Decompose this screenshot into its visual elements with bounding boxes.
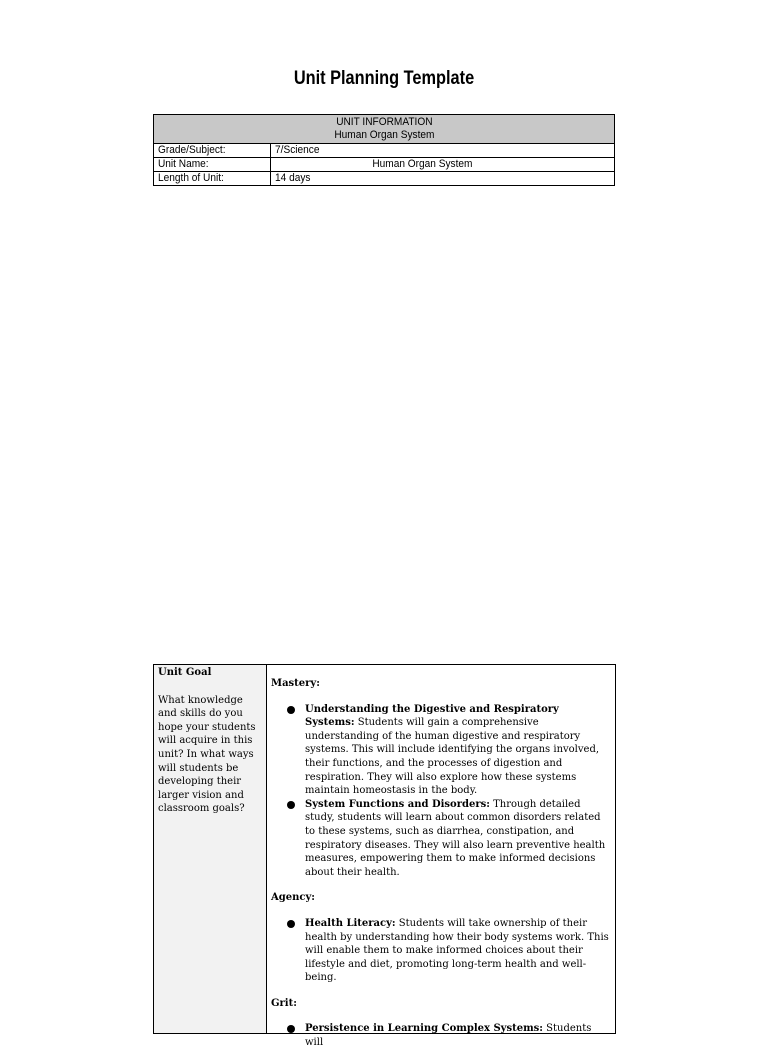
table-row [154, 158, 614, 172]
length-of-unit-value: 14 days [275, 172, 311, 184]
bullet-icon [287, 1025, 295, 1033]
agency-list [271, 917, 611, 985]
mastery-heading: Mastery: [271, 678, 320, 689]
unit-goal-label-cell [154, 665, 267, 1033]
bullet-icon [287, 801, 295, 809]
unit-name-label: Unit Name: [158, 158, 209, 170]
page-title: Unit Planning Template [293, 68, 475, 89]
unit-goal-prompt: What knowledge and skills do you hope your students will acquire in this unit? In what ways will students be developing their larger vision and classroom goals? [158, 694, 256, 815]
item-text: Through detailed study, students will learn about common disorders related to these systems, such as diarrhea, constipation, and respiratory diseases. They will also learn preventive health measures, empowering them to make informed decisions about their health. [305, 798, 606, 878]
unit-goal-heading: Unit Goal [158, 667, 212, 678]
grit-list [271, 1022, 611, 1049]
grit-heading: Grit: [271, 997, 297, 1009]
unit-information-heading: UNIT INFORMATION [335, 116, 433, 128]
list-item [271, 1022, 611, 1049]
unit-goal-content-cell [267, 665, 615, 1049]
unit-name-value: Human Organ System [372, 158, 473, 170]
table-row [154, 172, 614, 185]
agency-heading: Agency: [271, 892, 315, 904]
table-row [154, 144, 614, 158]
item-text: Students will [305, 1023, 592, 1049]
unit-information-table [153, 114, 615, 186]
list-item [271, 798, 611, 880]
bullet-icon [287, 920, 295, 928]
grade-subject-value: 7/Science [275, 144, 320, 156]
item-lead: Health Literacy: [305, 917, 396, 929]
list-item [271, 917, 611, 985]
unit-information-header [154, 115, 614, 144]
grade-subject-label: Grade/Subject: [158, 144, 226, 156]
list-item [271, 703, 611, 798]
item-text: Students will gain a comprehensive understanding of the human digestive and respiratory systems. This will include identifying the organs involved, their functions, and the processes of digestion and respiration. They will also explore how these systems maintain homeostasis in the body. [305, 717, 600, 797]
item-lead: Persistence in Learning Complex Systems: [305, 1023, 543, 1035]
item-lead: Understanding the Digestive and Respiratory Systems: [305, 703, 559, 729]
item-text: Students will take ownership of their health by understanding how their body systems work. This will enable them to make informed choices about their lifestyle and diet, promoting long-term health and well-being. [305, 917, 609, 984]
length-of-unit-label: Length of Unit: [158, 172, 224, 184]
bullet-icon [287, 706, 295, 714]
unit-goal-table [153, 664, 616, 1049]
unit-information-subheading: Human Organ System [333, 129, 435, 141]
mastery-list [271, 703, 611, 880]
item-lead: System Functions and Disorders: [305, 798, 490, 810]
